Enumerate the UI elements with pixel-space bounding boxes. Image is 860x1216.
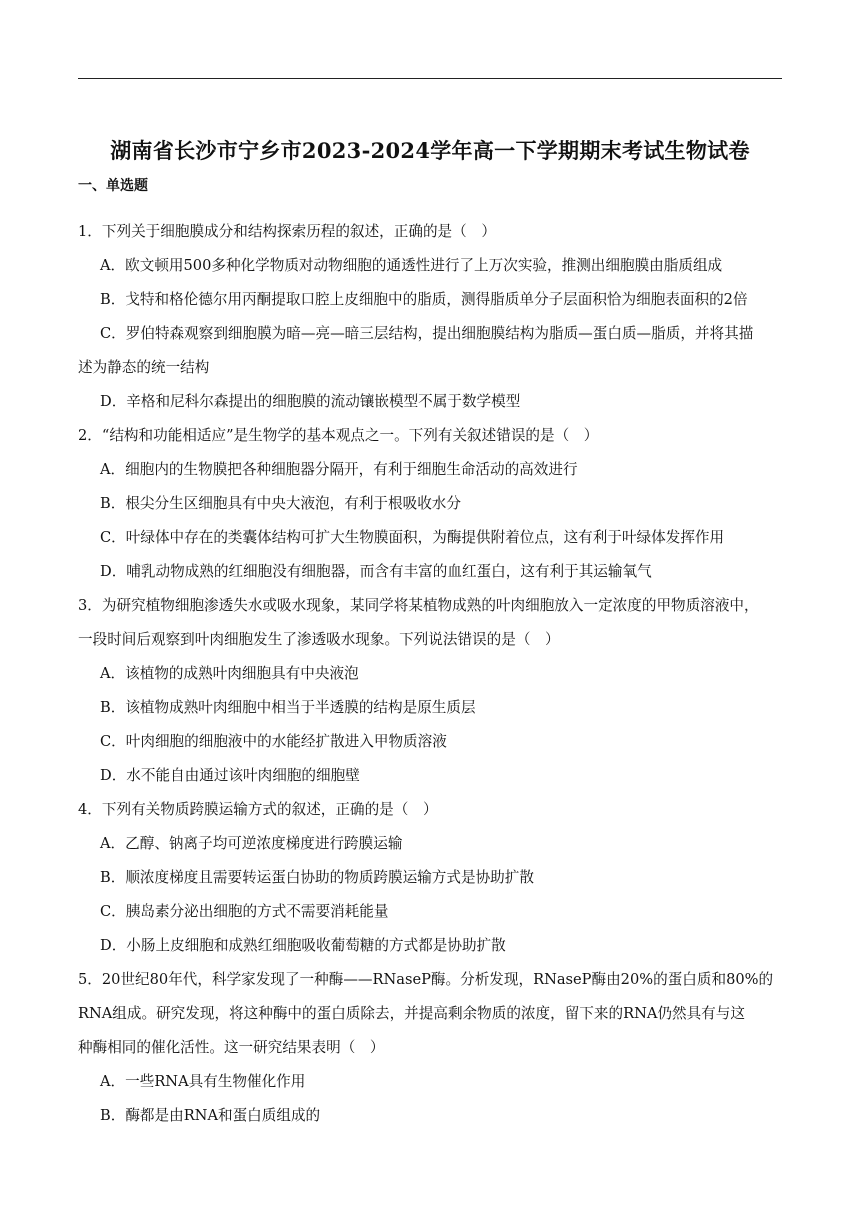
text-continuation: 一段时间后观察到叶肉细胞发生了渗透吸水现象。下列说法错误的是（ ） xyxy=(78,631,560,648)
answer-option: A．一些RNA具有生物催化作用 xyxy=(100,1073,306,1090)
answer-option: D．哺乳动物成熟的红细胞没有细胞器，而含有丰富的血红蛋白，这有利于其运输氧气 xyxy=(100,563,652,580)
answer-option: D．辛格和尼科尔森提出的细胞膜的流动镶嵌模型不属于数学模型 xyxy=(100,393,521,410)
question-stem: 4．下列有关物质跨膜运输方式的叙述，正确的是（ ） xyxy=(78,801,438,818)
answer-option: D．水不能自由通过该叶肉细胞的细胞壁 xyxy=(100,767,360,784)
question-stem: 5．20世纪80年代，科学家发现了一种酶——RNaseP酶。分析发现，RNaseP酶由20%的蛋白质和80%的 xyxy=(78,971,774,988)
text-continuation: 种酶相同的催化活性。这一研究结果表明（ ） xyxy=(78,1039,385,1056)
answer-option: C．罗伯特森观察到细胞膜为暗—亮—暗三层结构，提出细胞膜结构为脂质—蛋白质—脂质，并将其描 xyxy=(100,325,754,342)
answer-option: B．戈特和格伦德尔用丙酮提取口腔上皮细胞中的脂质，测得脂质单分子层面积恰为细胞表面积的2倍 xyxy=(100,291,748,308)
answer-option: A．细胞内的生物膜把各种细胞器分隔开，有利于细胞生命活动的高效进行 xyxy=(100,461,578,478)
text-continuation: 述为静态的统一结构 xyxy=(78,359,210,376)
answer-option: B．酶都是由RNA和蛋白质组成的 xyxy=(100,1107,321,1124)
answer-option: A．欧文顿用500多种化学物质对动物细胞的通透性进行了上万次实验，推测出细胞膜由脂质组成 xyxy=(100,257,723,274)
exam-title: 湖南省长沙市宁乡市2023-2024学年高一下学期期末考试生物试卷 xyxy=(110,138,750,163)
answer-option: C．胰岛素分泌出细胞的方式不需要消耗能量 xyxy=(100,903,389,920)
answer-option: C．叶肉细胞的细胞液中的水能经扩散进入甲物质溶液 xyxy=(100,733,447,750)
text-continuation: RNA组成。研究发现，将这种酶中的蛋白质除去，并提高剩余物质的浓度，留下来的RNA仍然具有与这 xyxy=(78,1005,745,1022)
header-rule xyxy=(78,78,782,79)
question-stem: 1．下列关于细胞膜成分和结构探索历程的叙述，正确的是（ ） xyxy=(78,223,496,240)
answer-option: A．该植物的成熟叶肉细胞具有中央液泡 xyxy=(100,665,359,682)
answer-option: A．乙醇、钠离子均可逆浓度梯度进行跨膜运输 xyxy=(100,835,403,852)
answer-option: B．根尖分生区细胞具有中央大液泡，有利于根吸收水分 xyxy=(100,495,461,512)
answer-option: D．小肠上皮细胞和成熟红细胞吸收葡萄糖的方式都是协助扩散 xyxy=(100,937,506,954)
section-heading: 一、单选题 xyxy=(78,178,148,194)
answer-option: C．叶绿体中存在的类囊体结构可扩大生物膜面积，为酶提供附着位点，这有利于叶绿体发挥作用 xyxy=(100,529,725,546)
question-stem: 2．“结构和功能相适应”是生物学的基本观点之一。下列有关叙述错误的是（ ） xyxy=(78,427,599,444)
question-stem: 3．为研究植物细胞渗透失水或吸水现象，某同学将某植物成熟的叶肉细胞放入一定浓度的甲物质溶液中， xyxy=(78,597,759,614)
answer-option: B．顺浓度梯度且需要转运蛋白协助的物质跨膜运输方式是协助扩散 xyxy=(100,869,534,886)
answer-option: B．该植物成熟叶肉细胞中相当于半透膜的结构是原生质层 xyxy=(100,699,476,716)
